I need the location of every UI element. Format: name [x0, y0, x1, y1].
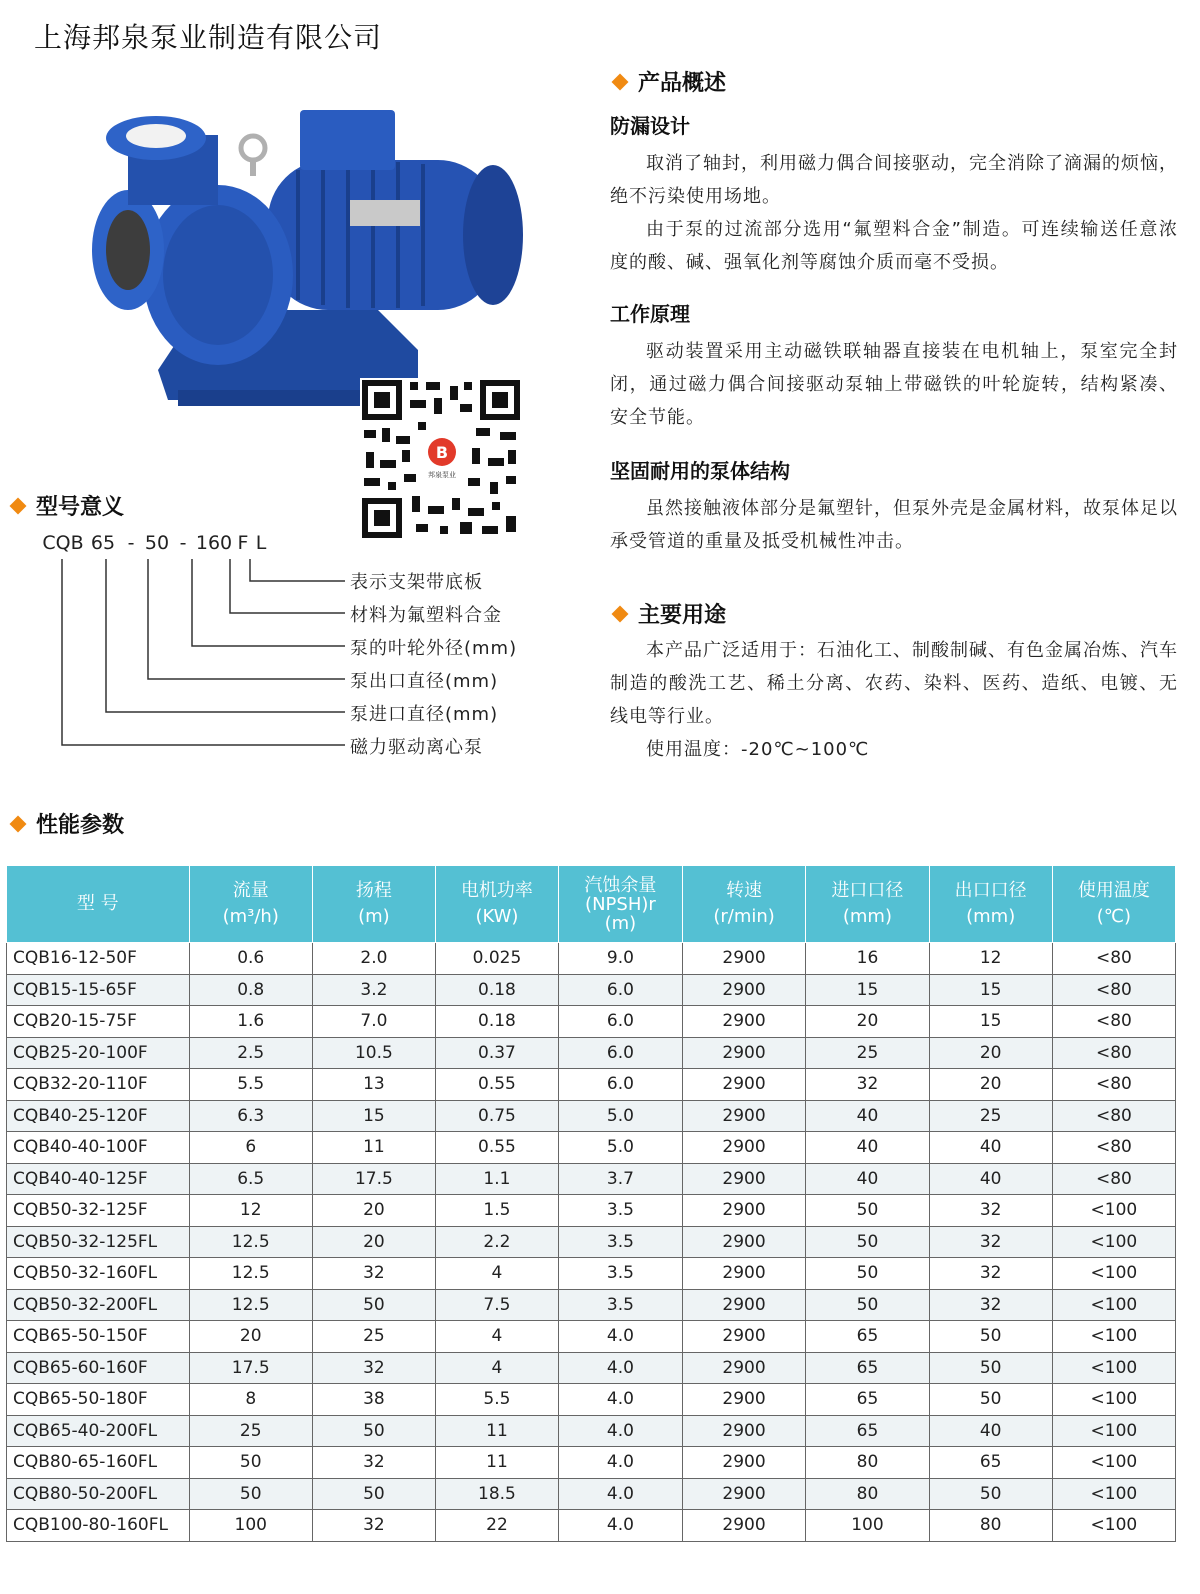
table-cell: 15 — [312, 1100, 435, 1132]
table-cell: 4 — [435, 1321, 558, 1353]
table-cell: 2900 — [682, 1384, 806, 1416]
table-cell: 20 — [312, 1195, 435, 1227]
table-cell: 100 — [189, 1510, 312, 1542]
table-cell: 50 — [929, 1352, 1052, 1384]
table-cell: 80 — [806, 1447, 929, 1479]
table-cell: 50 — [312, 1478, 435, 1510]
model-number-cell: CQB50-32-125F — [7, 1195, 190, 1227]
table-header-cell — [806, 866, 929, 943]
model-connector-lines — [0, 555, 360, 755]
overview-section-leakproof — [610, 110, 1178, 279]
table-cell: 4.0 — [559, 1384, 683, 1416]
table-cell: 20 — [312, 1226, 435, 1258]
table-cell: 3.5 — [559, 1289, 683, 1321]
table-cell: 4.0 — [559, 1352, 683, 1384]
diamond-bullet-icon — [10, 497, 27, 514]
model-code-part: 50 — [144, 532, 170, 554]
table-cell: <80 — [1052, 974, 1175, 1006]
table-cell: <80 — [1052, 1100, 1175, 1132]
table-header-line: (NPSH)r — [585, 893, 656, 915]
table-cell: 4.0 — [559, 1321, 683, 1353]
table-cell: 2900 — [682, 1478, 806, 1510]
model-code-part: L — [255, 532, 267, 554]
table-cell: 2900 — [682, 1447, 806, 1479]
model-number-cell: CQB80-50-200FL — [7, 1478, 190, 1510]
model-number-cell: CQB25-20-100F — [7, 1037, 190, 1069]
table-header-line: 进口口径 — [831, 880, 904, 901]
table-cell: 32 — [929, 1289, 1052, 1321]
table-row — [7, 943, 1176, 975]
table-row — [7, 1006, 1176, 1038]
table-cell: 20 — [929, 1069, 1052, 1101]
model-number-cell: CQB15-15-65F — [7, 974, 190, 1006]
table-cell: 4.0 — [559, 1415, 683, 1447]
table-cell: 65 — [806, 1352, 929, 1384]
table-header-line: (mm) — [842, 906, 892, 927]
table-row — [7, 1258, 1176, 1290]
table-cell: 50 — [189, 1478, 312, 1510]
table-row — [7, 974, 1176, 1006]
section-paragraph: 虽然接触液体部分是氟塑针，但泵外壳是金属材料，故泵体足以承受管道的重量及抵受机械性冲击。 — [610, 498, 1178, 552]
table-header-line: 转速 — [726, 880, 763, 901]
table-header-line: 使用温度 — [1077, 880, 1150, 901]
model-label: 泵进口直径(mm) — [350, 704, 499, 725]
usage-paragraph: 本产品广泛适用于：石油化工、制酸制碱、有色金属冶炼、汽车制造的酸洗工艺、稀土分离、农药、染料、医药、造纸、电镀、无线电等行业。 — [610, 640, 1178, 727]
table-cell: 80 — [929, 1510, 1052, 1542]
table-cell: 0.18 — [435, 1006, 558, 1038]
model-label: 磁力驱动离心泵 — [350, 737, 483, 758]
table-cell: 50 — [312, 1415, 435, 1447]
table-cell: 1.1 — [435, 1163, 558, 1195]
table-cell: 6.0 — [559, 974, 683, 1006]
table-row — [7, 1163, 1176, 1195]
table-cell: 2900 — [682, 943, 806, 975]
table-cell: 11 — [435, 1415, 558, 1447]
table-cell: 32 — [929, 1195, 1052, 1227]
table-cell: 65 — [806, 1384, 929, 1416]
table-cell: 3.2 — [312, 974, 435, 1006]
diamond-bullet-icon — [612, 73, 629, 90]
table-cell: <80 — [1052, 1069, 1175, 1101]
table-cell: 2900 — [682, 1006, 806, 1038]
table-cell: 5.5 — [435, 1384, 558, 1416]
table-cell: 32 — [806, 1069, 929, 1101]
diamond-bullet-icon — [10, 815, 27, 832]
table-cell: 17.5 — [312, 1163, 435, 1195]
table-row — [7, 1069, 1176, 1101]
model-number-cell: CQB40-40-125F — [7, 1163, 190, 1195]
table-header-line: 出口口径 — [954, 880, 1027, 901]
table-cell: <100 — [1052, 1415, 1175, 1447]
table-cell: 13 — [312, 1069, 435, 1101]
model-title-text: 型号意义 — [36, 495, 125, 520]
table-header-line: (℃) — [1096, 906, 1132, 927]
table-cell: 25 — [189, 1415, 312, 1447]
table-cell: <100 — [1052, 1321, 1175, 1353]
table-cell: 2900 — [682, 1037, 806, 1069]
table-cell: 8 — [189, 1384, 312, 1416]
table-cell: 38 — [312, 1384, 435, 1416]
table-cell: 65 — [929, 1447, 1052, 1479]
table-cell: <100 — [1052, 1258, 1175, 1290]
table-cell: 50 — [929, 1321, 1052, 1353]
table-cell: 3.5 — [559, 1226, 683, 1258]
table-cell: 50 — [806, 1226, 929, 1258]
table-cell: 20 — [806, 1006, 929, 1038]
table-cell: 50 — [929, 1478, 1052, 1510]
table-row — [7, 1226, 1176, 1258]
table-row — [7, 1510, 1176, 1542]
table-cell: 2.0 — [312, 943, 435, 975]
table-cell: 22 — [435, 1510, 558, 1542]
table-cell: 32 — [312, 1258, 435, 1290]
qr-logo-letter: B — [435, 443, 449, 462]
table-cell: 20 — [189, 1321, 312, 1353]
table-header-cell — [189, 866, 312, 943]
table-cell: 2.2 — [435, 1226, 558, 1258]
table-row — [7, 1352, 1176, 1384]
table-cell: 2900 — [682, 1289, 806, 1321]
usage-body — [610, 634, 1178, 766]
table-cell: 32 — [312, 1510, 435, 1542]
table-cell: 12 — [929, 943, 1052, 975]
section-heading: 工作原理 — [610, 302, 690, 326]
table-cell: <80 — [1052, 1163, 1175, 1195]
table-cell: 10.5 — [312, 1037, 435, 1069]
table-cell: 2900 — [682, 1352, 806, 1384]
table-row — [7, 1321, 1176, 1353]
model-number-cell: CQB65-50-150F — [7, 1321, 190, 1353]
table-row — [7, 1132, 1176, 1164]
table-cell: 0.6 — [189, 943, 312, 975]
overview-title — [614, 66, 726, 97]
model-number-cell: CQB100-80-160FL — [7, 1510, 190, 1542]
table-cell: 15 — [929, 974, 1052, 1006]
table-cell: 12.5 — [189, 1258, 312, 1290]
table-cell: 40 — [929, 1163, 1052, 1195]
table-cell: 65 — [806, 1321, 929, 1353]
table-cell: 50 — [312, 1289, 435, 1321]
usage-temperature: 使用温度：-20℃~100℃ — [646, 739, 870, 760]
model-code-part: CQB — [42, 532, 84, 554]
model-number-cell: CQB65-60-160F — [7, 1352, 190, 1384]
table-header-line: (KW) — [475, 906, 519, 927]
table-cell: 20 — [929, 1037, 1052, 1069]
model-label: 表示支架带底板 — [350, 572, 483, 593]
table-cell: 5.5 — [189, 1069, 312, 1101]
table-cell: 18.5 — [435, 1478, 558, 1510]
table-cell: 2900 — [682, 1163, 806, 1195]
table-cell: 2900 — [682, 1132, 806, 1164]
table-cell: 11 — [435, 1447, 558, 1479]
table-row — [7, 1478, 1176, 1510]
table-cell: 3.7 — [559, 1163, 683, 1195]
table-cell: 5.0 — [559, 1132, 683, 1164]
overview-title-text: 产品概述 — [638, 71, 727, 96]
model-label: 泵的叶轮外径(mm) — [350, 638, 518, 659]
table-cell: 40 — [806, 1163, 929, 1195]
table-row — [7, 1384, 1176, 1416]
table-cell: 4.0 — [559, 1447, 683, 1479]
model-number-cell: CQB50-32-200FL — [7, 1289, 190, 1321]
table-cell: 32 — [929, 1258, 1052, 1290]
overview-section-structure — [610, 455, 1178, 558]
table-header-cell — [1052, 866, 1175, 943]
diamond-bullet-icon — [612, 605, 629, 622]
table-cell: <100 — [1052, 1384, 1175, 1416]
model-code — [40, 532, 270, 554]
model-number-cell: CQB65-50-180F — [7, 1384, 190, 1416]
table-cell: 0.75 — [435, 1100, 558, 1132]
table-header-cell — [929, 866, 1052, 943]
table-header-row — [7, 866, 1176, 943]
table-cell: <80 — [1052, 1006, 1175, 1038]
table-cell: 2900 — [682, 1258, 806, 1290]
table-header-cell — [435, 866, 558, 943]
table-cell: 12 — [189, 1195, 312, 1227]
table-cell: <100 — [1052, 1195, 1175, 1227]
table-row — [7, 1037, 1176, 1069]
model-number-cell: CQB40-25-120F — [7, 1100, 190, 1132]
qr-logo-caption: 邦泉泵业 — [428, 471, 456, 479]
table-cell: 9.0 — [559, 943, 683, 975]
table-cell: 11 — [312, 1132, 435, 1164]
model-number-cell: CQB50-32-160FL — [7, 1258, 190, 1290]
table-header-line: (m³/h) — [222, 906, 279, 927]
table-cell: 17.5 — [189, 1352, 312, 1384]
table-cell: 50 — [806, 1289, 929, 1321]
model-label: 材料为氟塑料合金 — [350, 605, 502, 626]
model-code-part: - — [179, 532, 187, 554]
usage-title-text: 主要用途 — [638, 603, 727, 628]
table-header-line: 流量 — [232, 880, 269, 901]
table-cell: 3.5 — [559, 1258, 683, 1290]
table-cell: 2900 — [682, 1415, 806, 1447]
table-cell: 6.5 — [189, 1163, 312, 1195]
table-cell: <100 — [1052, 1226, 1175, 1258]
table-cell: 0.025 — [435, 943, 558, 975]
performance-title-text: 性能参数 — [36, 813, 125, 838]
table-header-line: 汽蚀余量 — [584, 874, 657, 896]
table-cell: 4 — [435, 1352, 558, 1384]
table-cell: 0.55 — [435, 1069, 558, 1101]
table-cell: 6.0 — [559, 1037, 683, 1069]
table-cell: 2900 — [682, 1069, 806, 1101]
table-header-line: 电机功率 — [460, 880, 533, 901]
table-cell: 0.55 — [435, 1132, 558, 1164]
table-cell: 50 — [806, 1195, 929, 1227]
table-cell: 4.0 — [559, 1510, 683, 1542]
table-cell: 32 — [929, 1226, 1052, 1258]
table-body — [7, 943, 1176, 1542]
section-paragraph: 驱动装置采用主动磁铁联轴器直接装在电机轴上，泵室完全封闭，通过磁力偶合间接驱动泵轴上带磁铁的叶轮旋转，结构紧凑、安全节能。 — [610, 341, 1178, 428]
overview-section-principle — [610, 298, 1178, 434]
table-header-line: (r/min) — [713, 906, 775, 927]
table-cell: 4.0 — [559, 1478, 683, 1510]
table-cell: 40 — [806, 1100, 929, 1132]
model-number-cell: CQB20-15-75F — [7, 1006, 190, 1038]
model-number-cell: CQB80-65-160FL — [7, 1447, 190, 1479]
table-cell: <80 — [1052, 1037, 1175, 1069]
company-name: 上海邦泉泵业制造有限公司 — [34, 21, 383, 54]
model-code-part: 65 — [90, 532, 116, 554]
table-cell: 40 — [806, 1132, 929, 1164]
section-heading: 坚固耐用的泵体结构 — [610, 459, 790, 483]
table-cell: 4 — [435, 1258, 558, 1290]
table-row — [7, 1447, 1176, 1479]
table-header-line: 扬程 — [355, 880, 392, 901]
table-cell: <100 — [1052, 1510, 1175, 1542]
section-paragraph: 由于泵的过流部分选用“氟塑料合金”制造。可连续输送任意浓度的酸、碱、强氧化剂等腐蚀介质而毫不受损。 — [610, 219, 1178, 273]
table-row — [7, 1195, 1176, 1227]
table-cell: 16 — [806, 943, 929, 975]
table-cell: 1.5 — [435, 1195, 558, 1227]
table-cell: 2900 — [682, 1100, 806, 1132]
table-cell: 7.0 — [312, 1006, 435, 1038]
section-paragraph: 取消了轴封，利用磁力偶合间接驱动，完全消除了滴漏的烦恼，绝不污染使用场地。 — [610, 153, 1178, 207]
table-cell: 32 — [312, 1352, 435, 1384]
table-cell: 0.18 — [435, 974, 558, 1006]
table-cell: <100 — [1052, 1352, 1175, 1384]
table-header-line: (mm) — [966, 906, 1016, 927]
table-cell: 3.5 — [559, 1195, 683, 1227]
table-cell: <100 — [1052, 1289, 1175, 1321]
model-number-cell: CQB65-40-200FL — [7, 1415, 190, 1447]
table-cell: 2900 — [682, 1321, 806, 1353]
table-cell: 50 — [189, 1447, 312, 1479]
table-cell: 100 — [806, 1510, 929, 1542]
table-header-line: (m) — [358, 906, 390, 927]
pump-product-image — [88, 100, 538, 420]
model-number-cell: CQB16-12-50F — [7, 943, 190, 975]
usage-title — [614, 598, 726, 629]
table-cell: 40 — [929, 1132, 1052, 1164]
performance-table — [6, 865, 1176, 1542]
table-header-line: (m) — [604, 912, 637, 934]
table-cell: 6.0 — [559, 1006, 683, 1038]
table-cell: 1.6 — [189, 1006, 312, 1038]
qr-code — [360, 378, 522, 540]
table-cell: 15 — [806, 974, 929, 1006]
table-header-cell — [559, 866, 683, 943]
table-cell: 2900 — [682, 1226, 806, 1258]
table-cell: 2900 — [682, 1510, 806, 1542]
table-cell: <80 — [1052, 943, 1175, 975]
section-heading: 防漏设计 — [610, 114, 690, 138]
table-row — [7, 1415, 1176, 1447]
model-number-cell: CQB32-20-110F — [7, 1069, 190, 1101]
table-header-cell — [682, 866, 806, 943]
table-cell: 5.0 — [559, 1100, 683, 1132]
model-title — [12, 490, 124, 521]
model-code-part: 160 — [195, 532, 233, 554]
table-cell: 2900 — [682, 1195, 806, 1227]
table-cell: <100 — [1052, 1447, 1175, 1479]
table-cell: <100 — [1052, 1478, 1175, 1510]
table-cell: 32 — [312, 1447, 435, 1479]
table-header-cell — [312, 866, 435, 943]
table-cell: 12.5 — [189, 1289, 312, 1321]
table-cell: 2900 — [682, 974, 806, 1006]
table-cell: 0.8 — [189, 974, 312, 1006]
table-cell: 12.5 — [189, 1226, 312, 1258]
table-cell: 2.5 — [189, 1037, 312, 1069]
table-cell: 25 — [806, 1037, 929, 1069]
performance-title — [12, 808, 124, 839]
table-row — [7, 1289, 1176, 1321]
table-cell: 0.37 — [435, 1037, 558, 1069]
table-cell: 25 — [929, 1100, 1052, 1132]
model-code-part: - — [127, 532, 135, 554]
model-number-cell: CQB40-40-100F — [7, 1132, 190, 1164]
table-cell: 6 — [189, 1132, 312, 1164]
table-cell: 50 — [929, 1384, 1052, 1416]
table-cell: 40 — [929, 1415, 1052, 1447]
table-cell: 65 — [806, 1415, 929, 1447]
table-cell: 6.0 — [559, 1069, 683, 1101]
table-cell: 7.5 — [435, 1289, 558, 1321]
table-row — [7, 1100, 1176, 1132]
table-cell: <80 — [1052, 1132, 1175, 1164]
table-header-cell — [7, 866, 190, 943]
model-number-cell: CQB50-32-125FL — [7, 1226, 190, 1258]
table-cell: 15 — [929, 1006, 1052, 1038]
table-cell: 50 — [806, 1258, 929, 1290]
model-label: 泵出口直径(mm) — [350, 671, 499, 692]
table-cell: 25 — [312, 1321, 435, 1353]
table-cell: 80 — [806, 1478, 929, 1510]
table-cell: 6.3 — [189, 1100, 312, 1132]
model-code-part: F — [237, 532, 249, 554]
table-header-line: 型 号 — [76, 893, 119, 914]
